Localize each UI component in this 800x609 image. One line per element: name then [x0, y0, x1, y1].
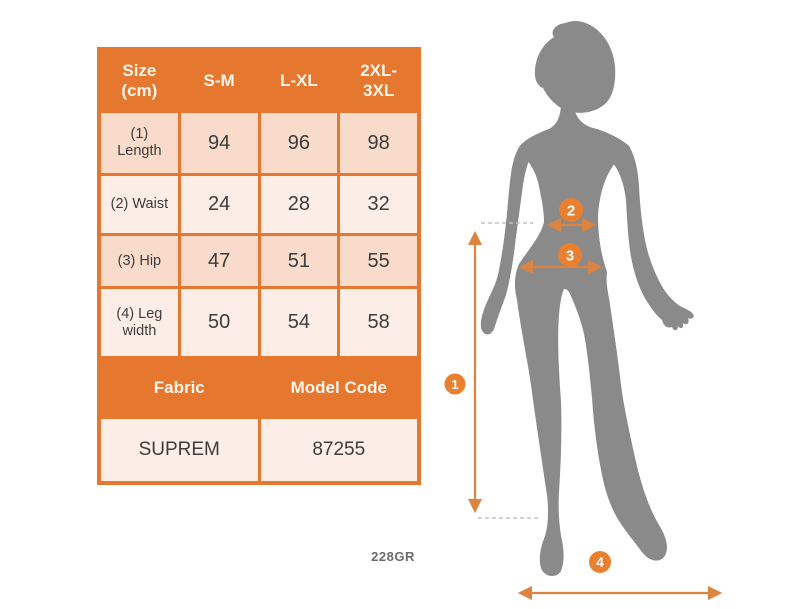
row-label-leg-width: (4) Leg width [101, 289, 178, 356]
table-cell: 24 [181, 176, 258, 233]
marker-1 [445, 374, 466, 395]
silhouette-head [535, 21, 615, 113]
table-cell: 58 [340, 289, 417, 356]
table-cell: 98 [340, 113, 417, 173]
marker-4-number: 4 [596, 554, 604, 570]
silhouette-body [515, 102, 667, 576]
table-cell: 28 [261, 176, 338, 233]
marker-3-number: 3 [565, 247, 575, 265]
fabric-value: SUPREM [101, 419, 258, 481]
marker-4 [589, 551, 611, 573]
marker-2 [559, 198, 583, 222]
woman-silhouette [481, 21, 694, 576]
row-label-waist: (2) Waist [101, 176, 178, 233]
model-code-value: 87255 [261, 419, 418, 481]
column-header-sm: S-M [181, 51, 258, 110]
table-cell: 32 [340, 176, 417, 233]
table-cell: 54 [261, 289, 338, 356]
weight-note: 228GR [371, 549, 415, 564]
row-label-length: (1) Length [101, 113, 178, 173]
table-cell: 94 [181, 113, 258, 173]
marker-1-number: 1 [451, 377, 459, 392]
table-cell: 51 [261, 236, 338, 286]
column-header-lxl: L-XL [261, 51, 338, 110]
table-cell: 96 [261, 113, 338, 173]
marker-2-number: 2 [566, 202, 576, 220]
table-cell: 47 [181, 236, 258, 286]
table-cell: 55 [340, 236, 417, 286]
column-header-size: Size (cm) [101, 51, 178, 110]
model-code-header: Model Code [261, 359, 418, 416]
column-header-2xl3xl: 2XL- 3XL [340, 51, 417, 110]
marker-3 [558, 243, 582, 267]
fabric-header: Fabric [101, 359, 258, 416]
table-cell: 50 [181, 289, 258, 356]
row-label-hip: (3) Hip [101, 236, 178, 286]
